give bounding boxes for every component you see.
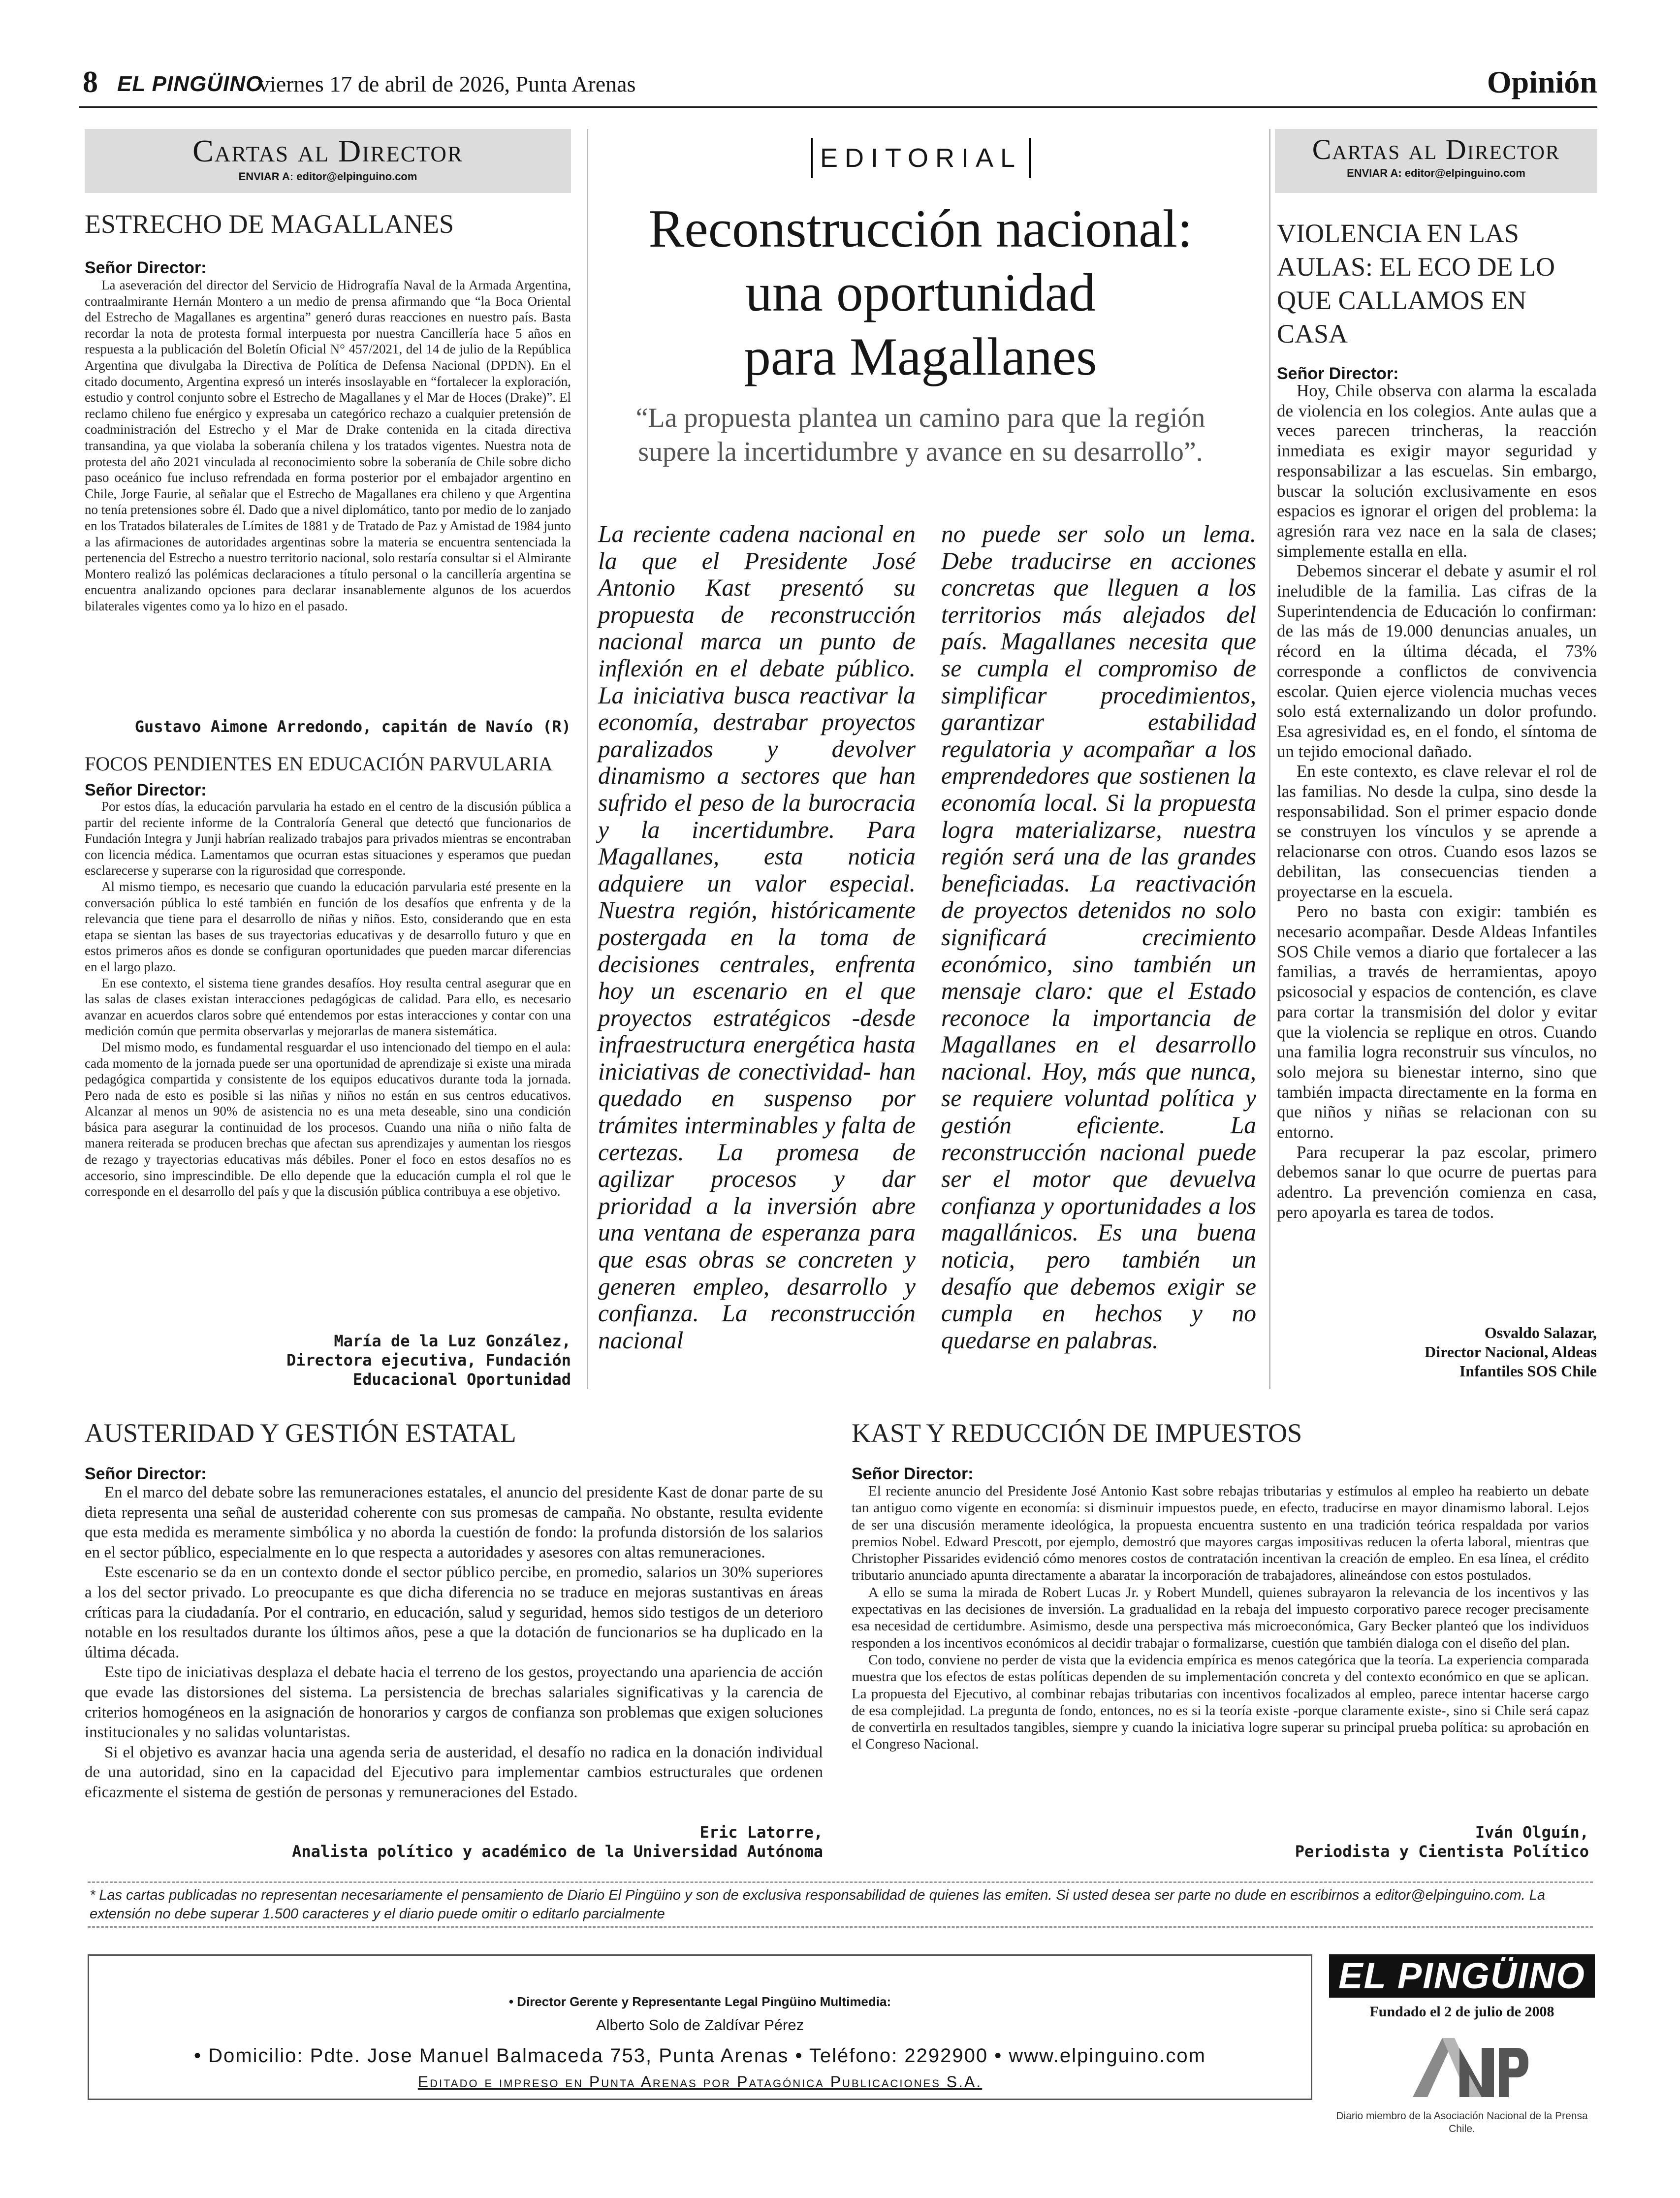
letter-salutation: Señor Director: [85,1465,207,1483]
header-rule [79,106,1597,108]
signature-line: Infantiles SOS Chile [1459,1362,1597,1380]
letter-body [852,1483,1589,1753]
title-line: una oportunidad [745,263,1096,322]
cartas-title: Cartas al Director [192,133,463,168]
signature-line: Iván Olguín, [1475,1823,1589,1842]
cartas-header-right [1275,129,1597,193]
paragraph: En el marco del debate sobre las remuneraciones estatales, el anuncio del presidente Kast de donar parte de su dieta representa una señal de austeridad coherente con sus promesas de campaña. No obstante, resulta evidente que esta medida es meramente simbólica y no aborda la cuestión de fondo: la profunda distorsión de los salarios en el sector público, especialmente en lo que respecta a autoridades y asesores con altas remuneraciones. [85,1484,823,1561]
disclaimer: * Las cartas publicadas no representan necesariamente el pensamiento de Diario El Pingüino y son de exclusiva responsabilidad de quienes las emiten. Si usted desea ser parte no dude en escribirnos a editor@elpinguino.com. La extensión no debe superar 1.500 caracteres y el diario puede omitir o editarlo parcialmente [88,1881,1593,1928]
letter-signature [1277,1323,1597,1381]
signature-line: Educacional Oportunidad [352,1370,571,1389]
letter-heading: VIOLENCIA EN LAS AULAS: EL ECO DE LO QUE CALLAMOS EN CASA [1277,219,1555,349]
date-line: viernes 17 de abril de 2026, Punta Arenas [258,71,636,96]
anp-text: Diario miembro de la Asociación Nacional de la Prensa Chile. [1336,2110,1588,2134]
page-number: 8 [83,65,98,99]
anp-logo-icon [1408,2028,1531,2107]
letter-heading: AUSTERIDAD Y GESTIÓN ESTATAL [85,1418,516,1448]
signature-line: Osvaldo Salazar, [1484,1324,1597,1341]
signature-line: Eric Latorre, [699,1823,823,1842]
paragraph: El reciente anuncio del Presidente José Antonio Kast sobre rebajas tributarias y estímulos al empleo ha reabierto un debate tan antiguo como vigente en economía: si disminuir impuestos puede, en efecto, traducirse en mayor dinamismo laboral. Lejos de ser una discusión meramente ideológica, la propuesta encuentra sustento en una tradición teórica respaldada por varios premios Nobel. Edward Prescott, por ejemplo, demostró que mayores cargas impositivas reducen la oferta laboral, mientras que Christopher Pissarides evidenció cómo menores costos de contratación incentivan la creación de empleo. En esa línea, el crédito tributario anunciado apunta directamente a abaratar la incorporación de trabajadores, alineándose con estos postulados. [852,1483,1589,1584]
footer-box [88,1954,1312,2100]
paragraph: A ello se suma la mirada de Robert Lucas Jr. y Robert Mundell, quienes subrayaron la relevancia de los incentivos y las expectativas en las decisiones de inversión. La gradualidad en la rebaja del impuesto corporativo parece recoger precisamente esa necesidad de certidumbre. Asimismo, desde una perspectiva más microeconómica, Gary Becker planteó que los individuos responden a los incentivos económicos al decidir trabajar o formalizarse, cuestión que también dialoga con el diseño del plan. [852,1584,1589,1651]
letter-salutation: Señor Director: [1277,364,1399,383]
paragraph: Al mismo tiempo, es necesario que cuando la educación parvularia esté presente en la conversación pública lo esté también en función de los desafíos que enfrenta y de la relevancia que tiene para el desarrollo de niñas y niños. Esto, considerando que en esta etapa se sientan las bases de sus trayectorias educativas y de desarrollo futuro y que en estos primeros años es donde se configuran oportunidades que pueden marcar diferencias en el largo plazo. [85,879,571,974]
section-title: Opinión [1487,64,1597,99]
title-line: Reconstrucción nacional: [648,199,1193,258]
paragraph: Para recuperar la paz escolar, primero debemos sanar lo que ocurre de puertas para adentro. La prevención comienza en casa, pero apoyarla es tarea de todos. [1277,1142,1597,1222]
title-line: para Magallanes [744,327,1097,386]
footer-director-name: Alberto Solo de Zaldívar Pérez [596,2016,804,2034]
letter-signature [85,1332,571,1389]
letter-body [85,1483,823,1803]
editorial-column-1: La reciente cadena nacional en la que el Presidente José Antonio Kast presentó su propuesta de reconstrucción nacional marca un punto de inflexión en el debate público. La iniciativa busca reactivar la economía, destrabar proyectos paralizados y devolver dinamismo a sectores que han sufrido el peso de la burocracia y la incertidumbre. Para Magallanes, esta noticia adquiere un valor especial. Nuestra región, históricamente postergada en la toma de decisiones centrales, enfrenta hoy un escenario en el que proyectos estratégicos -desde infraestructura energética hasta iniciativas de conectividad- han quedado en suspenso por trámites interminables y falta de certezas. La promesa de agilizar procesos y dar prioridad a la inversión abre una ventana de esperanza para que esas obras se concreten y generen empleo, desarrollo y confianza. La reconstrucción nacional [598,520,916,1354]
column-divider [587,129,588,1389]
letter-body [85,277,571,614]
paragraph: Hoy, Chile observa con alarma la escalada de violencia en los colegios. Ante aulas que a veces parecen trincheras, la reacción inmediata es exigir mayor seguridad y responsabilizar a las escuelas. Sin embargo, buscar la solución exclusivamente en esos espacios es ignorar el origen del problema: la agresión rara vez nace en la sala de clases; simplemente estalla en ella. [1277,381,1597,561]
editorial-quote: “La propuesta plantea un camino para que la región supere la incertidumbre y avance en su desarrollo”. [635,403,1205,467]
letter-body [1277,381,1597,1223]
cartas-title: Cartas al Director [1312,133,1560,165]
footer-address: • Domicilio: Pdte. Jose Manuel Balmaceda 753, Punta Arenas • Teléfono: 2292900 • www.elpinguino.com [194,2045,1206,2067]
paragraph: Debemos sincerar el debate y asumir el rol ineludible de la familia. Las cifras de la Superintendencia de Educación lo confirman: de las más de 19.000 denuncias anuales, un récord en la última década, el 73% corresponde a conflictos de convivencia escolar. Quien ejerce violencia muchas veces solo está externalizando un dolor profundo. Esa agresividad es, en el fondo, el síntoma de un tejido emocional dañado. [1277,561,1597,761]
paragraph: Este tipo de iniciativas desplaza el debate hacia el terreno de los gestos, proyectando una apariencia de acción que evade las distorsiones del sistema. La persistencia de brechas salariales significativas y la carencia de criterios homogéneos en la asignación de honorarios y cargos de confianza son problemas que exigen soluciones institucionales y no salidas voluntaristas. [85,1663,823,1742]
column-divider [1269,129,1270,1389]
paragraph: La aseveración del director del Servicio de Hidrografía Naval de la Armada Argentina, contraalmirante Hernán Montero a un medio de prensa afirmando que “la Boca Oriental del Estrecho de Magallanes es argentina” generó duras reacciones en nuestro país. Basta recordar la nota de protesta formal interpuesta por nuestra Cancillería hace 5 años en respuesta a la publicación del Boletín Oficial N° 457/2021, del 14 de julio de la República Argentina que divulgaba la Directiva de Política de Defensa Nacional (DPDN). En el citado documento, Argentina expresó un interés insoslayable en “fortalecer la exploración, estudio y control conjunto sobre el Estrecho de Magallanes y el Mar de Hoces (Drake)”. El reclamo chileno fue enérgico y expresaba un categórico rechazo a cualquier pretensión de coadministración del Estrecho y el Mar de Drake contenida en la citada directiva transandina, ya que violaba la soberanía chilena y los tratados vigentes. Nuestra nota de protesta del año 2021 vinculada al reconocimiento sobre la soberanía de Chile sobre dicho paso oceánico fue incluso refrendada en forma posterior por el embajador argentino en Chile, Jorge Faurie, al señalar que el Estrecho de Magallanes era chileno y que Argentina no tenía pretensiones sobre él. Dado que a nivel diplomático, tanto por medio de lo zanjado en los Tratados bilaterales de Límites de 1881 y de Tratado de Paz y Amistad de 1984 junto a las afirmaciones de autoridades argentinas sobre la materia se encuentra sentenciada la pertenencia del Estrecho a nuestro territorio nacional, solo restaría consultar si el Almirante Montero realizó las polémicas declaraciones a título personal o la cancillería argentina se encuentra analizando opciones para declarar insanablemente algunos de los acuerdos bilaterales vigentes como ya lo hizo en el pasado. [85,278,571,613]
signature-line: Analista político y académico de la Universidad Autónoma [292,1842,823,1861]
paragraph: Pero no basta con exigir: también es necesario acompañar. Desde Aldeas Infantiles SOS Chile vemos a diario que fortalecer a las familias, a través de herramientas, apoyo psicosocial y espacios de contención, es clave para cortar la transmisión del dolor y evitar que la violencia se replique en otros. Cuando una familia logra reconstruir sus vínculos, no solo mejora su bienestar interno, sino que también impacta directamente en la forma en que niños y niñas se relacionan con su entorno. [1277,902,1597,1142]
footer-printed-by: Editado e impreso en Punta Arenas por Patagónica Publicaciones S.A. [417,2073,983,2091]
signature-line: Periodista y Cientista Político [1295,1842,1589,1861]
founded-date: Fundado el 2 de julio de 2008 [1369,2004,1554,2020]
page-header [79,58,1597,107]
signature-line: Director Nacional, Aldeas [1425,1343,1597,1361]
paper-logo: EL PINGÜINO [1329,1954,1595,1998]
signature-line: María de la Luz González, [334,1332,571,1350]
paragraph: Del mismo modo, es fundamental resguardar el uso intencionado del tiempo en el aula: cada momento de la jornada puede ser una oportunidad de aprendizaje si existe una mirada pedagógica compartida y consistente de los equipos educativos durante toda la jornada. Pero nada de esto es posible si las niñas y niños no están en sus centros educativos. Alcanzar al menos un 90% de asistencia no es una meta deseable, sino una condición básica para asegurar la continuidad de los procesos. Cuando una niña o niño falta de manera reiterada se producen brechas que afectan sus aprendizajes y aumentan los riesgos de rezago y trayectorias educativas más débiles. Poner el foco en estos desafíos no es accesorio, sino imprescindible. De ello depende que la educación cumpla el rol que le corresponde en el desarrollo del país y que la discusión pública contribuya a ese objetivo. [85,1039,571,1199]
paragraph: En este contexto, es clave relevar el rol de las familias. No desde la culpa, sino desde la responsabilidad. Son el primer espacio donde se construyen los vínculos y se aprende a relacionarse con otros. Cuando esos lazos se debilitan, las consecuencias tienden a proyectarse en la escuela. [1277,762,1597,901]
paragraph: Con todo, conviene no perder de vista que la evidencia empírica es menos categórica que la teoría. La experiencia comparada muestra que los efectos de estas políticas dependen de su implementación concreta y del contexto económico en que se aplican. La propuesta del Ejecutivo, al combinar rebajas tributarias con incentivos focalizados al empleo, parece intentar hacerse cargo de esa complejidad. La pregunta de fondo, entonces, no es si la teoría existe -porque claramente existe-, sino si Chile será capaz de convertirla en resultados tangibles, siempre y cuando la iniciativa logre superar su principal prueba política: su aprobación en el Congreso Nacional. [852,1652,1589,1752]
editorial-title [601,197,1240,389]
paragraph: Si el objetivo es avanzar hacia una agenda seria de austeridad, el desafío no radica en la donación individual de una autoridad, sino en la capacidad del Ejecutivo para implementar cambios estructurales que ordenen eficazmente el sistema de gestión de personas y remuneraciones del Estado. [85,1743,823,1801]
cartas-email: ENVIAR A: editor@elpinguino.com [238,170,417,183]
paragraph: Este escenario se da en un contexto donde el sector público percibe, en promedio, salarios un 30% superiores a los del sector privado. Lo preocupante es que dicha diferencia no se traduce en mejoras sustantivas en áreas críticas para la ciudadanía. Por el contrario, en educación, salud y seguridad, hemos sido testigos de un deterioro notable en los resultados durante los últimos años, pese a que la dotación de funcionarios se ha duplicado en la última década. [85,1563,823,1661]
paper-logo-small: EL PINGÜINO [117,72,263,96]
editorial-column-2: no puede ser solo un lema. Debe traducirse en acciones concretas que lleguen a los territorios más alejados del país. Magallanes necesita que se cumpla el compromiso de simplificar procedimientos, garantizar estabilidad regulatoria y acompañar a los emprendedores que sostienen la economía local. Si la propuesta logra materializarse, nuestra región será una de las grandes beneficiadas. La reactivación de proyectos detenidos no solo significará crecimiento económico, sino también un mensaje claro: que el Estado reconoce la importancia de Magallanes en el desarrollo nacional. Hoy, más que nunca, se requiere voluntad política y gestión eficiente. La reconstrucción nacional puede ser el motor que devuelva confianza y oportunidades a los magallánicos. Es una buena noticia, pero también un desafío que debemos exigir se cumpla en hechos y no quedarse en palabras. [941,520,1256,1354]
letter-salutation: Señor Director: [85,781,207,799]
footer-director-line: • Director Gerente y Representante Legal Pingüino Multimedia: [508,1994,891,2009]
editorial-label: EDITORIAL [811,138,1031,178]
letter-signature [852,1823,1589,1861]
letter-signature [85,1823,823,1861]
letter-heading: ESTRECHO DE MAGALLANES [85,209,454,239]
letter-heading: FOCOS PENDIENTES EN EDUCACIÓN PARVULARIA [85,753,553,775]
paragraph: En ese contexto, el sistema tiene grandes desafíos. Hoy resulta central asegurar que en las salas de clases existan interacciones pedagógicas de calidad. Para ello, es necesario avanzar en acuerdos claros sobre qué entendemos por estas interacciones y contar con una medición común que permita observarlas y mejorarlas de manera sistemática. [85,975,571,1039]
letter-body [85,798,571,1200]
signature-line: Directora ejecutiva, Fundación [286,1351,571,1370]
cartas-email: ENVIAR A: editor@elpinguino.com [1347,167,1525,179]
letter-salutation: Señor Director: [852,1465,974,1483]
paragraph: Por estos días, la educación parvularia ha estado en el centro de la discusión pública a partir del reciente informe de la Contraloría General que detectó que funcionarios de Fundación Integra y Junji habrían realizado trabajos para privados mientras se encontraban con licencia médica. Lamentamos que ocurran estas situaciones y esperamos que puedan esclarecerse y superarse con la rigurosidad que corresponde. [85,799,571,878]
cartas-header-left [85,129,571,193]
letter-signature: Gustavo Aimone Arredondo, capitán de Navío (R) [134,717,571,736]
letter-salutation: Señor Director: [85,258,207,277]
letter-heading: KAST Y REDUCCIÓN DE IMPUESTOS [852,1418,1302,1448]
